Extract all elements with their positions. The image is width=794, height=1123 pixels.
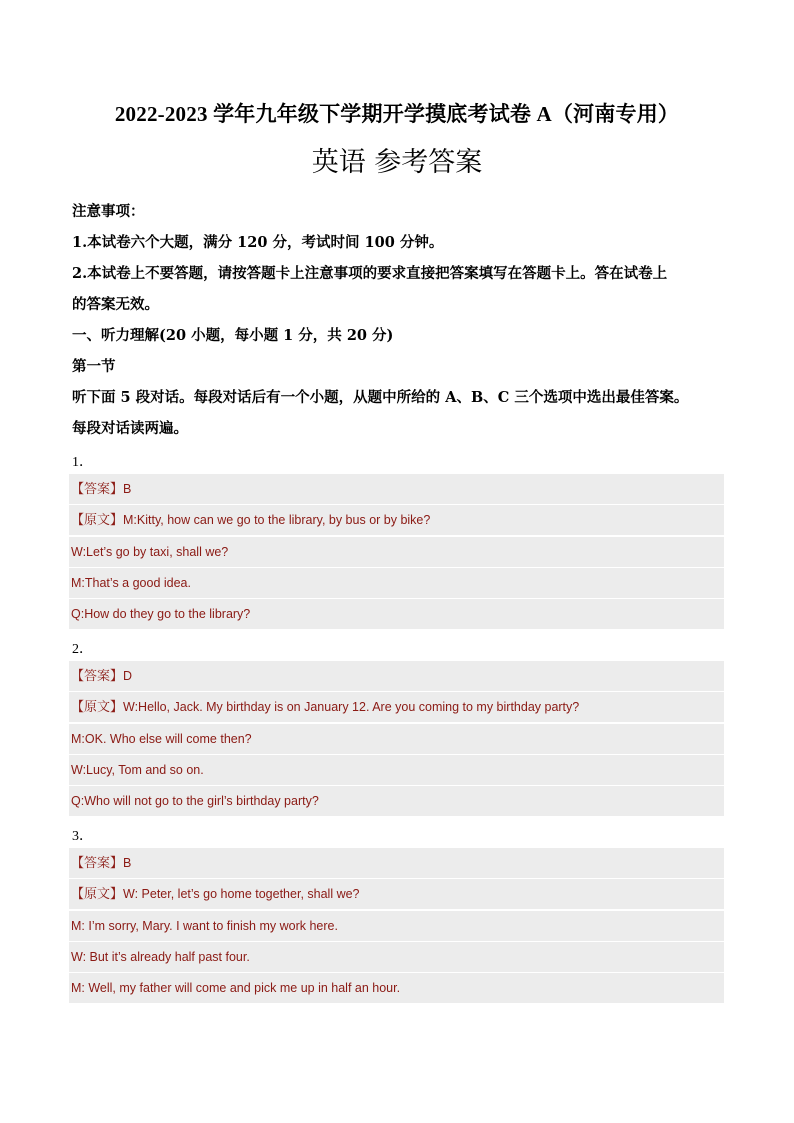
script-row: [69, 755, 724, 785]
script-row: [69, 537, 724, 567]
notes-heading: 注意事项：: [72, 203, 145, 220]
answer-label: 【答案】: [71, 856, 124, 871]
notes-line-2a: 2.本试卷上不要答题，请按答题卡上注意事项的要求直接把答案填写在答题卡上。答在试卷上: [72, 265, 668, 282]
exam-subtitle: 英语 参考答案: [311, 147, 483, 178]
script-line: M:OK. Who else will come then?: [71, 731, 252, 746]
part-heading: 第一节: [72, 358, 116, 375]
answer-row: [69, 661, 724, 691]
answer-label: 【答案】: [71, 482, 124, 497]
question-block: [69, 474, 724, 630]
script-line: W:Lucy, Tom and so on.: [71, 762, 204, 777]
script-row: [69, 568, 724, 598]
script-row: [69, 973, 724, 1003]
script-row: [69, 599, 724, 629]
original-label: 【原文】: [71, 887, 124, 903]
exam-title: 2022-2023 学年九年级下学期开学摸底考试卷 A（河南专用）: [114, 102, 680, 126]
question-number: 2．: [72, 642, 93, 657]
script-line: M: Well, my father will come and pick me up in half an hour.: [71, 981, 401, 996]
question-block: [69, 848, 724, 1004]
notes-line-1: 1.本试卷六个大题，满分 120 分，考试时间 100 分钟。: [72, 234, 444, 251]
script-row: [69, 786, 724, 816]
script-line: M:That’s a good idea.: [71, 575, 191, 590]
notes-line-2b: 的答案无效。: [72, 296, 159, 313]
original-label: 【原文】: [71, 513, 124, 529]
answer-value: D: [123, 669, 133, 683]
answer-value: B: [123, 856, 132, 870]
original-label: 【原文】: [71, 700, 124, 716]
question-number: 1．: [72, 455, 93, 470]
script-row: [69, 692, 724, 722]
script-line: W:Let’s go by taxi, shall we?: [71, 544, 229, 559]
question-number: 3．: [72, 829, 93, 844]
script-row: [69, 942, 724, 972]
script-row: [69, 505, 724, 535]
script-row: [69, 724, 724, 754]
answer-label: 【答案】: [71, 669, 124, 684]
script-line: W: But it’s already half past four.: [71, 949, 250, 964]
section-heading: 一、听力理解(20 小题，每小题 1 分，共 20 分): [72, 327, 394, 344]
script-row: [69, 879, 724, 909]
script-line: W:Hello, Jack. My birthday is on January 12. Are you coming to my birthday party?: [123, 700, 580, 715]
script-line: Q:How do they go to the library?: [71, 607, 251, 622]
exam-notes: [72, 196, 728, 444]
answer-value: B: [123, 482, 132, 496]
answer-row: [69, 474, 724, 504]
instructions-line-b: 每段对话读两遍。: [72, 420, 188, 437]
question-block: [69, 661, 724, 817]
answer-row: [69, 848, 724, 878]
script-row: [69, 911, 724, 941]
script-line: M:Kitty, how can we go to the library, by bus or by bike?: [123, 513, 431, 528]
script-line: Q:Who will not go to the girl’s birthday party?: [71, 794, 319, 809]
script-line: M: I’m sorry, Mary. I want to finish my work here.: [71, 918, 338, 933]
instructions-line-a: 听下面 5 段对话。每段对话后有一个小题，从题中所给的 A、B、C 三个选项中选出最佳答案。: [72, 389, 689, 406]
script-line: W: Peter, let’s go home together, shall we?: [123, 887, 360, 902]
